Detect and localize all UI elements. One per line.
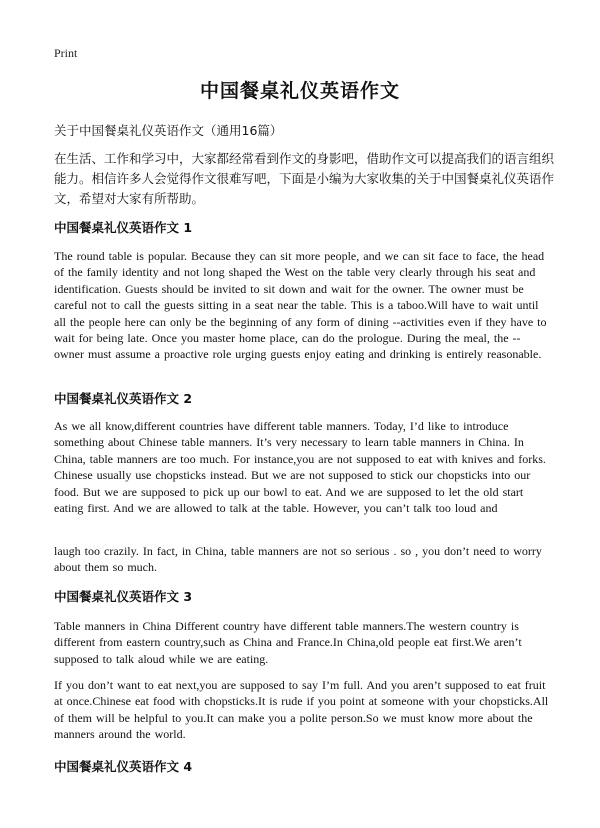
- print-link[interactable]: Print: [54, 46, 78, 60]
- section-3-paragraph-2: If you don’t want to eat next,you are supposed to say I’m full. And you aren’t supposed to eat fruit at once.Chinese eat food with chopsticks.It is rude if you point at someone with your chopsticks.All of them will be helpful to you.It can make you a polite person.So we must know more about the manners around the world.: [54, 678, 549, 742]
- page-title: 中国餐桌礼仪英语作文: [199, 80, 400, 102]
- section-heading-3: 中国餐桌礼仪英语作文 3: [54, 589, 193, 604]
- section-heading-2: 中国餐桌礼仪英语作文 2: [54, 391, 193, 406]
- subtitle: 关于中国餐桌礼仪英语作文（通用16篇）: [54, 123, 283, 138]
- section-1-paragraph-1: The round table is popular. Because they can sit more people, and we can sit face to face, the head of the family identity and not long shaped the West on the table very clearly through his seat and identification. Guests should be invited to sit down and wait for the owner. The owner must be careful not to call the guests sitting in a seat near the table. This is a taboo.Will have to wait until all the people here can only be the beginning of any form of dining --activities even if they have to wait for being late. Once you master home place, can do the prologue. During the meal, the --owner must assume a proactive role urging guests enjoy eating and drinking is entirely reasonable.: [54, 249, 547, 362]
- section-heading-4: 中国餐桌礼仪英语作文 4: [54, 759, 193, 774]
- section-3-paragraph-1: Table manners in China Different country have different table manners.The western country is different from eastern country,such as China and France.In China,old people eat first.We aren’t supposed to talk aloud while we are eating.: [54, 619, 522, 666]
- section-2-paragraph-2: laugh too crazily. In fact, in China, table manners are not so serious . so , you don’t need to worry about them so much.: [54, 544, 542, 575]
- section-2-paragraph-1: As we all know,different countries have different table manners. Today, I’d like to introduce something about Chinese table manners. It’s very necessary to learn table manners in China. In China, table manners are too much. For instance,you are not supposed to eat with knives and forks. Chinese usually use chopsticks instead. But we are not supposed to stick our chopsticks into our food. But we are supposed to pick up our bowl to eat. And we are supposed to let the old start eating first. And we are allowed to talk at the table. However, you can’t talk too loud and: [54, 419, 546, 516]
- section-heading-1: 中国餐桌礼仪英语作文 1: [54, 220, 193, 235]
- intro-paragraph: 在生活、工作和学习中，大家都经常看到作文的身影吧，借助作文可以提高我们的语言组织能力。相信许多人会觉得作文很难写吧，下面是小编为大家收集的关于中国餐桌礼仪英语作文，希望对大家有所帮助。: [54, 151, 555, 206]
